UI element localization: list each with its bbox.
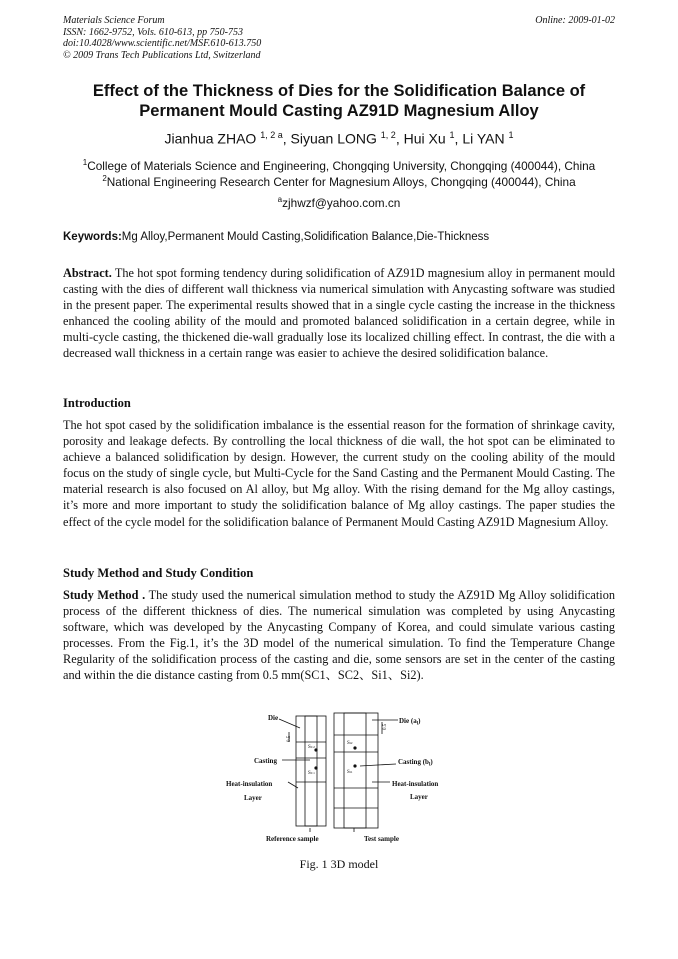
label-heat-insulation-left-1: Heat-insulation [226,780,273,788]
section-heading-introduction: Introduction [63,396,131,410]
label-reference-sample: Reference sample [266,835,319,843]
label-casting: Casting [254,757,277,765]
issn: ISSN: 1662-9752, Vols. 610-613, pp 750-753 [63,26,243,38]
abstract [63,265,615,362]
affiliation-2 [40,174,638,189]
keywords-text: Mg Alloy,Permanent Mould Casting,Solidification Balance,Die-Thickness [121,231,490,243]
keywords-label: Keywords: [63,231,122,243]
affiliation-text: National Engineering Research Center for Magnesium Alloys, Chongqing (400044), China [106,174,576,189]
affiliation-1 [40,158,638,173]
introduction-text: The hot spot cased by the solidification imbalance is the essential reason for the formation of shrinkage cavity, porosity and leakage defects. By controlling the local thickness of die wall, the hot spot can be eliminated to achieve a balanced solidification by design. However, the current study on the cooling ability of the mould focus on the study of single cycle, but Multi-Cycle for the Sand Casting and the Permanent Mould Casting. The material research is also focused on Al alloy, but Mg alloy. With the rising demand for the Mg alloy castings, it’s more and more important to study the solidification balance of Mg alloy castings. The paper studies the effect of the cycle model for the solidification balance of Permanent Mould Casting AZ91D Magnesium Alloy. [63,418,615,529]
section-heading-method: Study Method and Study Condition [63,566,254,580]
author-name: Siyuan LONG [290,130,377,147]
label-sc2: SC2 [308,745,315,750]
label-die-a: Die $(a_l)$ [399,717,421,727]
email-mark: a [277,195,283,204]
title-line-1: Effect of the Thickness of Dies for the Solidification Balance of [92,82,586,100]
label-heat-insulation-left-2: Layer [244,794,262,802]
journal-name: Materials Science Forum [63,15,165,26]
email-link[interactable]: zjhwzf@yahoo.com.cn [282,195,401,210]
label-casting-b: Casting $(b_l)$ [398,758,433,768]
author-affiliation-mark: 1, 2 [380,130,396,140]
abstract-label: Abstract. [63,266,112,280]
sensor-si2 [353,746,356,749]
figure-caption: Fig. 1 3D model [299,857,379,871]
author-name: Jianhua ZHAO [164,130,257,147]
online-date: Online: 2009-01-02 [535,15,615,26]
abstract-text: The hot spot forming tendency during solidification of AZ91D magnesium alloy in permanent mould casting with the dies of different wall thickness via numerical simulation with Anycasting software was studied in the present paper. The experimental results showed that in a single cycle casting the increase in the thickness enhanced the cooling ability of the mould and promoted balanced solidification in a certain degree, while in multi-cycle casting, the thickened die-wall gradually lose its localized chilling effect. In contrast, the die with a decreased wall thickness in a certain range was easier to achieve the desired solidification balance. [63,266,615,361]
affiliation-mark: 1 [82,158,88,167]
author-name: Li YAN [462,130,505,147]
keywords [63,231,623,243]
affiliation-text: College of Materials Science and Engineering, Chongqing University, Chongqing (400044), China [87,158,596,173]
paper-title [40,82,638,121]
affiliation-mark: 2 [102,174,107,183]
method-paragraph [63,587,615,684]
author-email [40,195,638,210]
label-die: Die [268,714,279,722]
label-dim-left: 0.5 [287,735,292,742]
label-test-sample: Test sample [364,835,399,843]
journal-header [63,15,261,61]
title-line-2: Permanent Mould Casting AZ91D Magnesium Alloy [139,101,539,120]
sensor-sc1 [314,766,317,769]
copyright: © 2009 Trans Tech Publications Ltd, Switzerland [63,49,261,61]
author-affiliation-mark: 1, 2 a [260,130,283,140]
method-text: The study used the numerical simulation method to study the AZ91D Mg Alloy solidification process of the different thickness of dies. The numerical simulation was completed by using Anycasting software, which was developed by the Anycasting Company of Korea, and could simulate various casting processes. From the Fig.1, it’s the 3D model of the numerical simulation. To find the Temperature Change Regularity of the solidification process of the casting and die, some sensors are set in the center of the casting and within the die distance casting from 0.5 mm(SC1、SC2、Si1、Si2). [63,588,615,683]
label-si2: Si2 [347,741,353,746]
author-affiliation-mark: 1 [449,130,455,140]
method-label: Study Method . [63,588,146,602]
doi: doi:10.4028/www.scientific.net/MSF.610-613.750 [63,38,262,49]
label-si1: Si1 [347,770,353,775]
figure-3d-model [222,710,462,850]
label-sc1: SC1 [308,771,315,776]
label-heat-insulation-right-1: Heat-insulation [392,780,439,788]
sensor-sc2 [314,748,317,751]
label-heat-insulation-right-2: Layer [410,793,428,801]
author-list: Jianhua ZHAO $^{1, 2 a}$, Siyuan LONG $^{1, 2}$, Hui Xu $^1$, Li YAN $^1$ [164,130,514,147]
label-dim-right: 0.5 [383,723,388,730]
test-die [334,713,378,828]
author-affiliation-mark: 1 [508,130,514,140]
author-name: Hui Xu [403,130,446,147]
sensor-si1 [353,764,356,767]
